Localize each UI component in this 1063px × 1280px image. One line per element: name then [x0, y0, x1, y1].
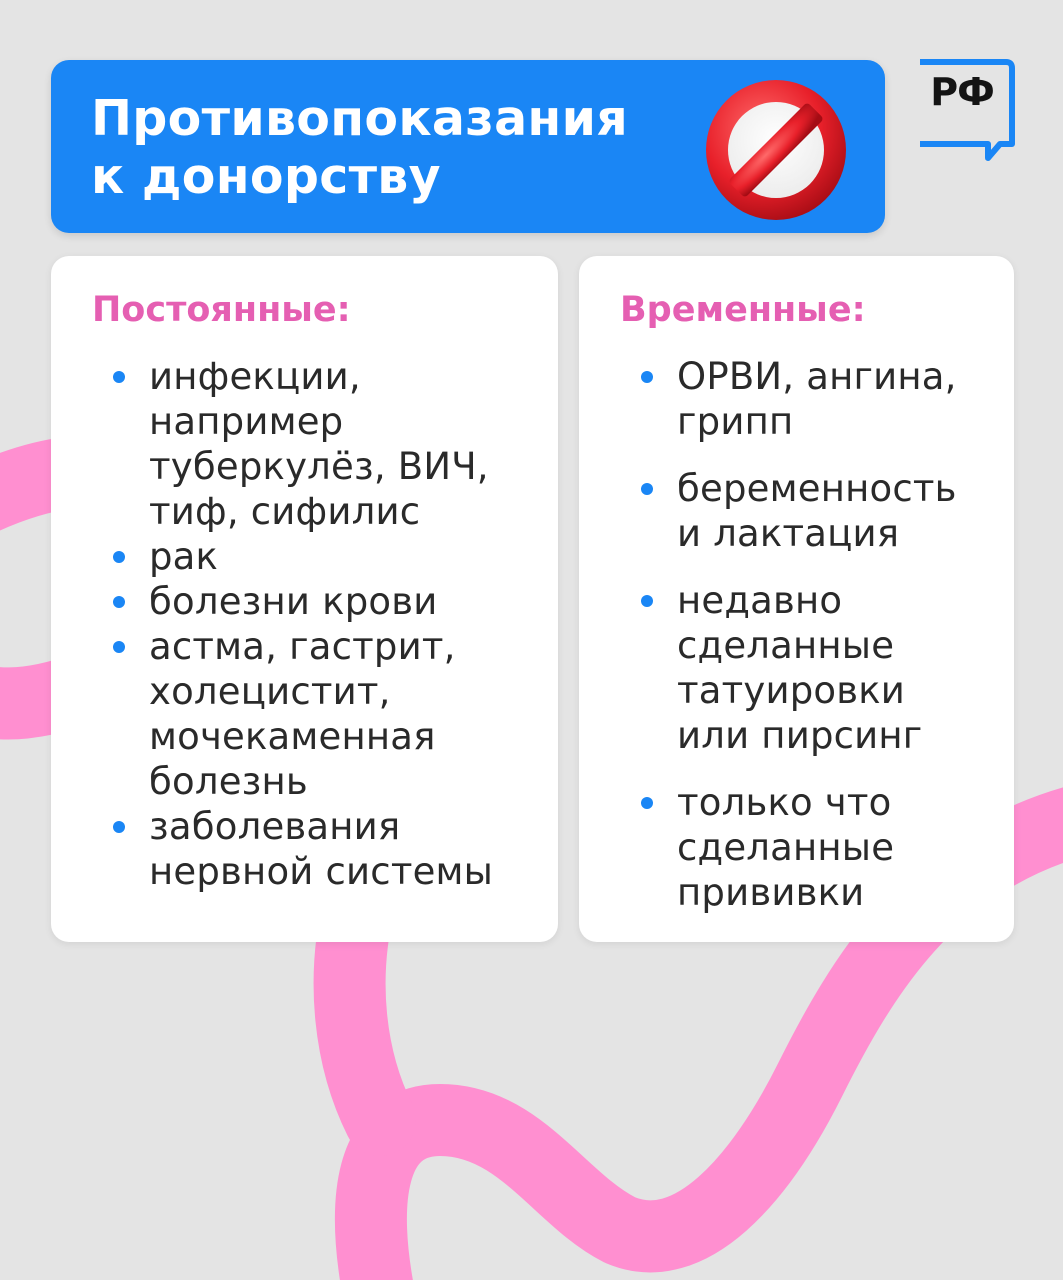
- list-item-text: инфекции, например туберкулёз, ВИЧ, тиф, сифилис: [149, 355, 489, 533]
- permanent-title: Постоянные:: [92, 290, 351, 330]
- list-item: [107, 804, 548, 894]
- prohibited-icon: [696, 70, 856, 230]
- list-item-text: только что сделанные прививки: [677, 781, 895, 914]
- list-item-text: недавно сделанные татуировки или пирсинг: [677, 579, 923, 757]
- list-item: [635, 466, 1004, 556]
- list-item-text: заболевания нервной системы: [149, 805, 494, 893]
- bullet-icon: [113, 371, 125, 383]
- list-item-text: беременность и лактация: [677, 467, 957, 555]
- page-title-line-1: Противопоказания: [91, 90, 628, 147]
- rf-logo: [916, 58, 1016, 164]
- bullet-icon: [641, 797, 653, 809]
- list-item: [107, 579, 548, 624]
- list-item-text: болезни крови: [149, 580, 438, 623]
- bullet-icon: [641, 483, 653, 495]
- bullet-icon: [113, 596, 125, 608]
- logo-text: РФ: [930, 70, 994, 114]
- bullet-icon: [641, 595, 653, 607]
- permanent-list: [107, 354, 548, 894]
- list-item: [635, 578, 1004, 758]
- bullet-icon: [641, 371, 653, 383]
- temporary-card: [579, 256, 1014, 942]
- permanent-card: [51, 256, 558, 942]
- page-title: [91, 90, 628, 206]
- bullet-icon: [113, 641, 125, 653]
- list-item: [107, 534, 548, 579]
- temporary-title: Временные:: [620, 290, 866, 330]
- list-item-text: ОРВИ, ангина, грипп: [677, 355, 957, 443]
- list-item: [635, 354, 1004, 444]
- list-item-text: астма, гастрит, холецистит, мочекаменная болезнь: [149, 625, 456, 803]
- temporary-list: [635, 354, 1004, 937]
- header-banner: [51, 60, 885, 233]
- list-item-text: рак: [149, 535, 219, 578]
- list-item: [635, 780, 1004, 915]
- bullet-icon: [113, 551, 125, 563]
- list-item: [107, 354, 548, 534]
- list-item: [107, 624, 548, 804]
- page-title-line-2: к донорству: [91, 148, 441, 205]
- bullet-icon: [113, 821, 125, 833]
